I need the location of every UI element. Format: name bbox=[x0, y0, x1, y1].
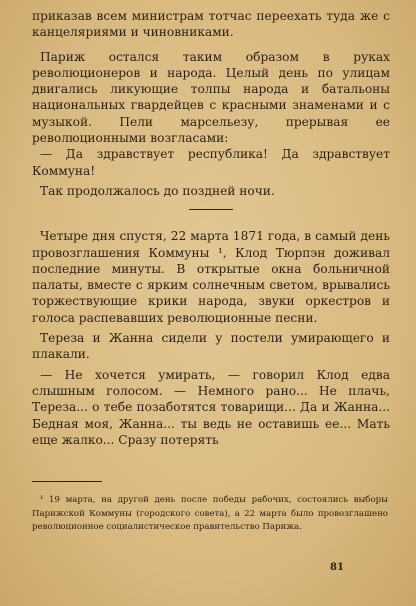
section-divider bbox=[189, 209, 233, 210]
paragraph: Тереза и Жанна сидели у постели умирающего и плакали. bbox=[32, 331, 390, 362]
paragraph: приказав всем министрам тотчас переехать туда же с канцеляриями и чиновниками. bbox=[32, 9, 390, 40]
footnote-divider bbox=[32, 481, 102, 482]
paragraph: Париж остался таким образом в руках революционеров и народа. Целый день по улицам двигались ликующие толпы народа и батальоны национальных гвардейцев с красными знаменами и с музыкой. Пели марсельезу, прерывая ее революционными возгласами: bbox=[32, 49, 390, 146]
footnote bbox=[32, 494, 388, 535]
footnote-text: ¹ 19 марта, на другой день после победы рабочих, состоялись выборы Парижской Коммуны (городского совета), а 22 марта было провозглашено революционное социалистическое правительство Парижа. bbox=[32, 495, 388, 533]
paragraph: — Не хочется умирать, — говорил Клод едва слышным голосом. — Немного рано... Не плачь, Тереза... о тебе позаботятся товарищи... Да и Жанна... Бедная моя, Жанна... ты ведь не оставишь ее... Мать еще жалко... Сразу потерять bbox=[32, 367, 390, 447]
paragraph: Четыре дня спустя, 22 марта 1871 года, в самый день провозглашения Коммуны ¹, Клод Тюрпэн доживал последние минуты. В открытые окна больничной палаты, вместе с ярким солнечным светом, врывались торжествующие крики народа, звуки оркестров и голоса распевавших революционные песни. bbox=[32, 229, 390, 325]
paragraph: Так продолжалось до поздней ночи. bbox=[40, 183, 275, 198]
page-number: 81 bbox=[330, 562, 344, 573]
paragraph: — Да здравствует республика! Да здравствует Коммуна! bbox=[32, 147, 390, 178]
main-text bbox=[32, 8, 390, 448]
